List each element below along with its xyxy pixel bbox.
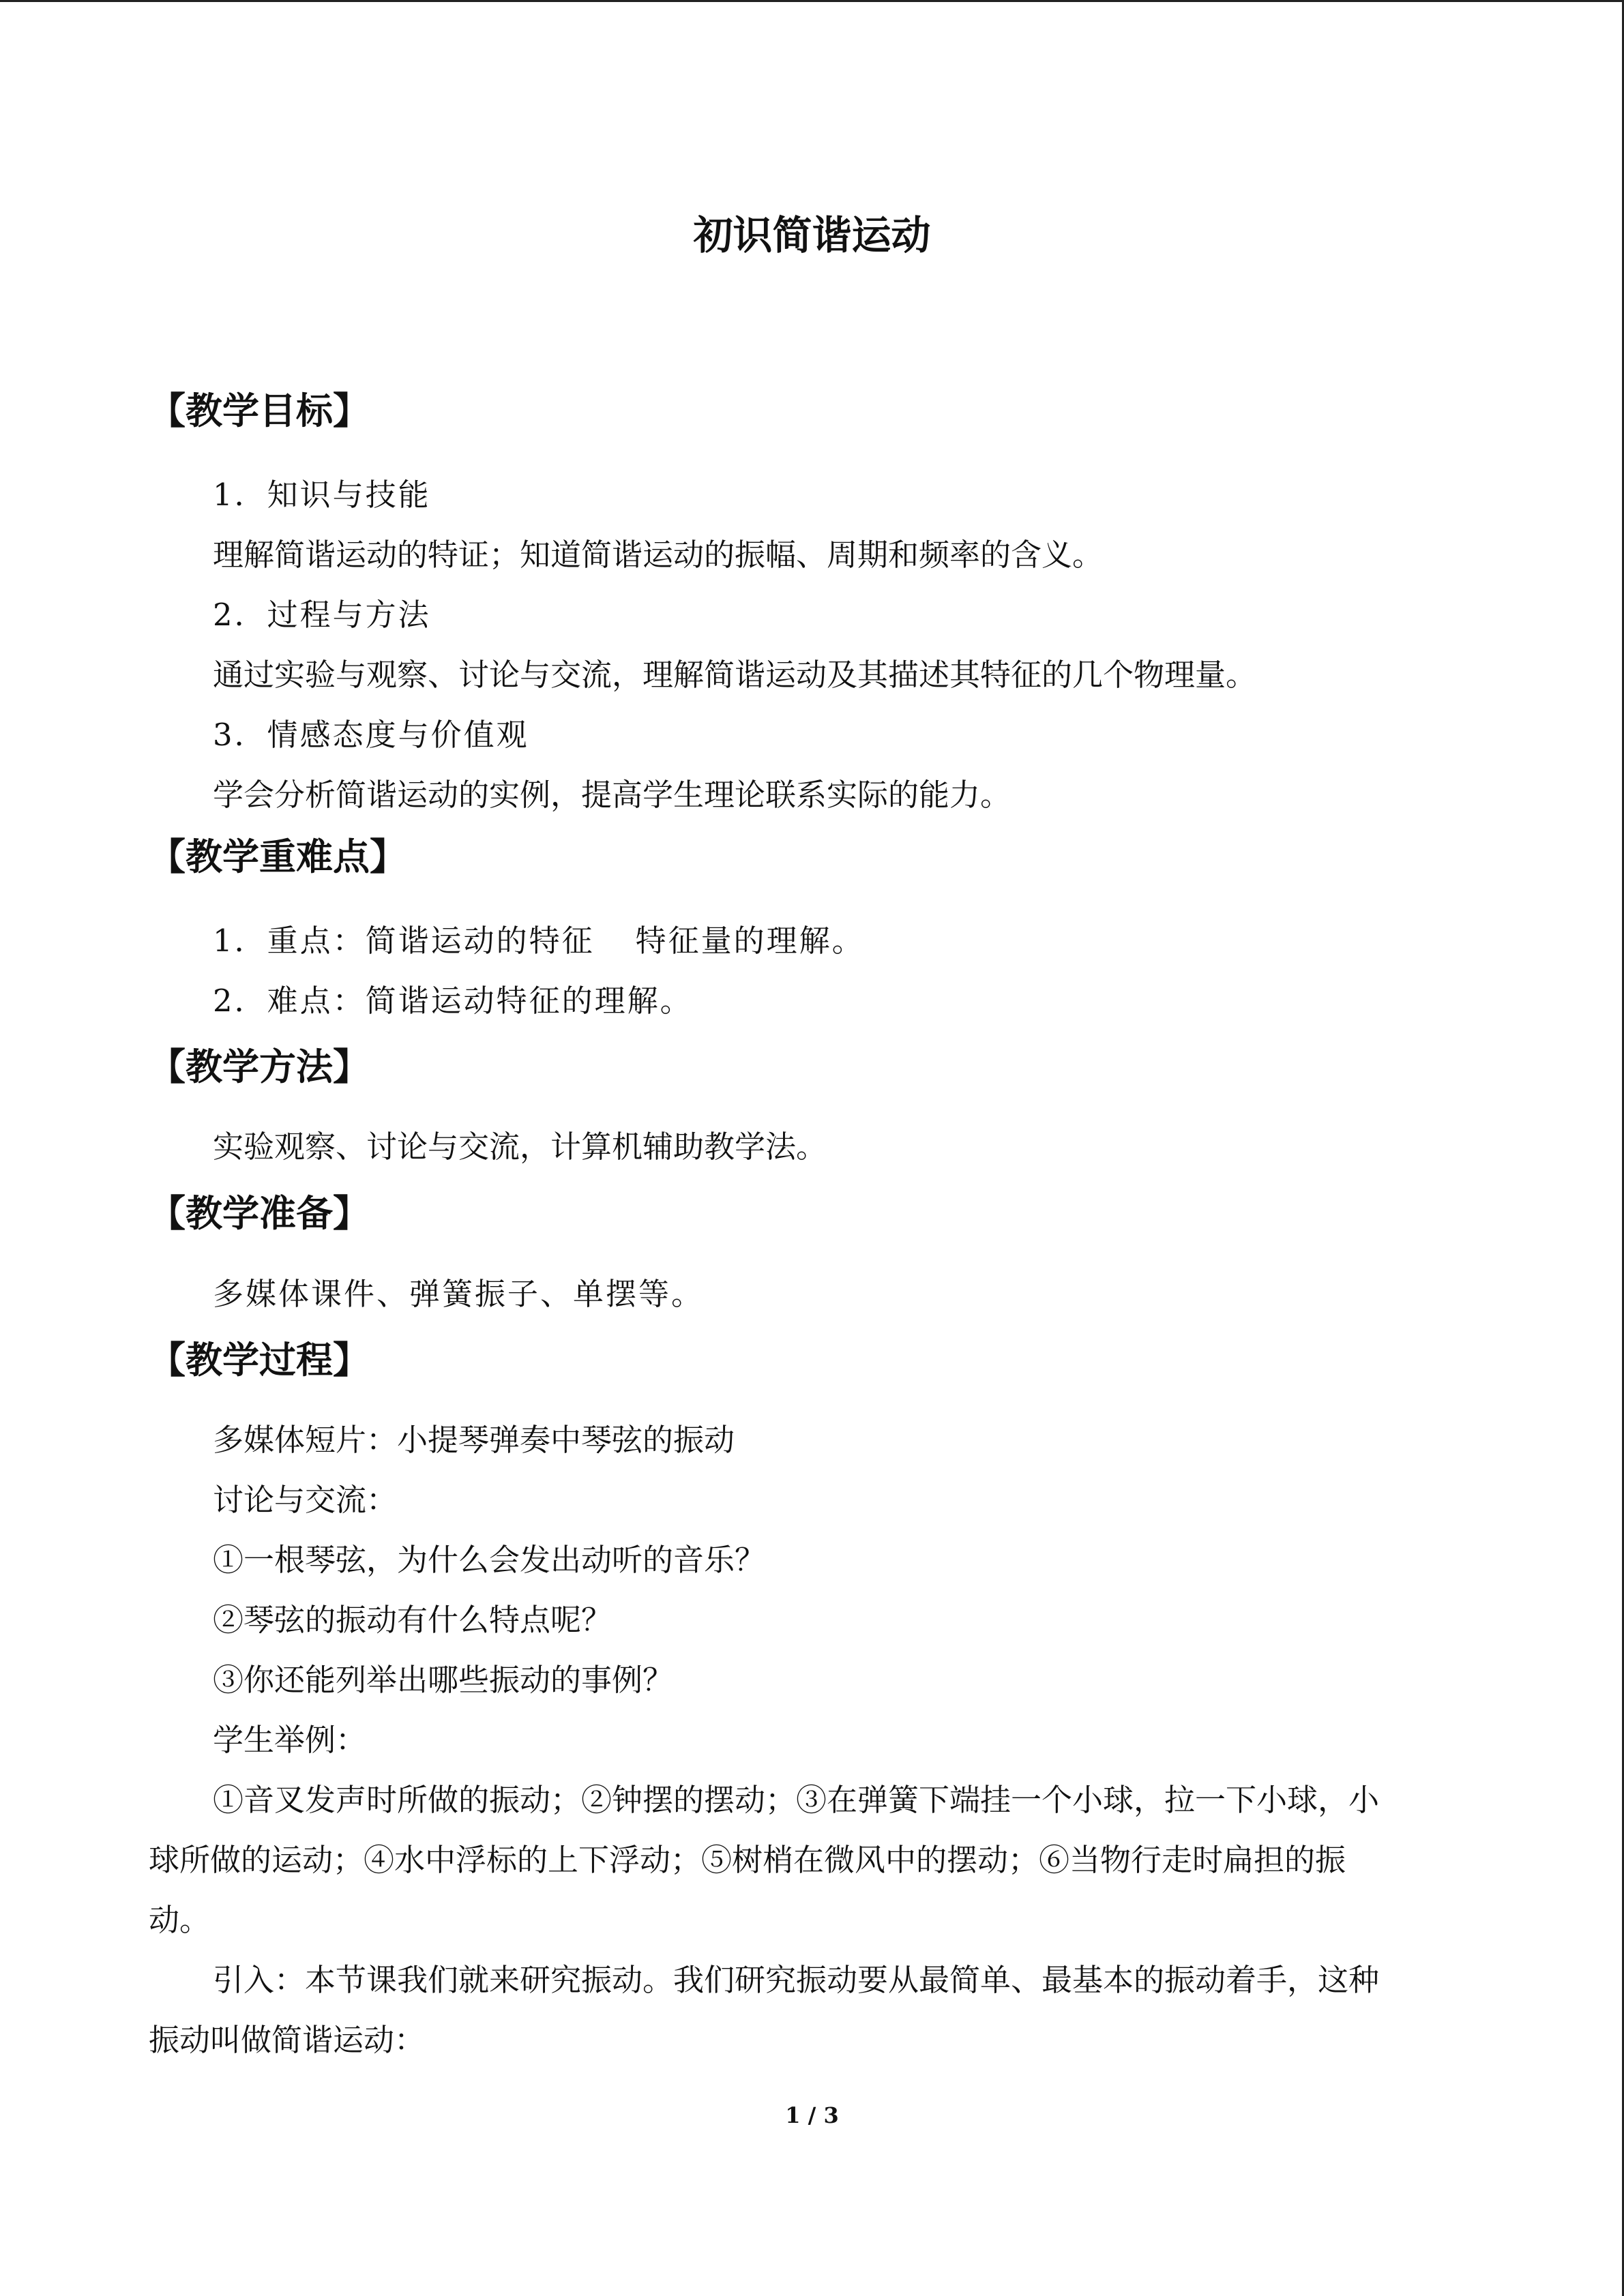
discussion-label: 讨论与交流： [213, 1482, 398, 1518]
page-number: 1 / 3 [785, 2102, 839, 2128]
objective-3-text: 学会分析简谐运动的实例，提高学生理论联系实际的能力。 [213, 777, 1012, 813]
question-2: ②琴弦的振动有什么特点呢？ [213, 1602, 612, 1638]
key-point-1 [213, 921, 865, 961]
process-intro: 多媒体短片：小提琴弹奏中琴弦的振动 [213, 1422, 735, 1458]
objective-1-title: 1．知识与技能 [213, 477, 431, 513]
examples-line-3: 动。 [149, 1902, 211, 1938]
section-heading-objectives: 【教学目标】 [149, 389, 370, 432]
page-border-top [0, 0, 1624, 2]
preparation-text: 多媒体课件、弹簧振子、单摆等。 [213, 1276, 705, 1312]
objective-2-text: 通过实验与观察、讨论与交流，理解简谐运动及其描述其特征的几个物理量。 [213, 657, 1257, 693]
lead-in-line-2: 振动叫做简谐运动： [149, 2022, 426, 2058]
question-1: ①一根琴弦，为什么会发出动听的音乐？ [213, 1542, 766, 1578]
objective-3-title: 3．情感态度与价值观 [213, 717, 529, 753]
objective-2-title: 2．过程与方法 [213, 597, 431, 633]
key-point-1-extra: 特征量的理解。 [635, 923, 865, 959]
section-heading-methods: 【教学方法】 [149, 1045, 370, 1088]
section-heading-key-points: 【教学重难点】 [149, 835, 407, 878]
document-title: 初识简谐运动 [693, 212, 931, 258]
section-heading-preparation: 【教学准备】 [149, 1192, 370, 1235]
key-point-2: 2．难点：简谐运动特征的理解。 [213, 983, 693, 1019]
lead-in-line-1: 引入：本节课我们就来研究振动。我们研究振动要从最简单、最基本的振动着手，这种 [213, 1962, 1380, 1998]
objective-1-text: 理解简谐运动的特证；知道简谐运动的振幅、周期和频率的含义。 [213, 537, 1104, 573]
question-3: ③你还能列举出哪些振动的事例？ [213, 1662, 674, 1698]
examples-line-2: 球所做的运动；④水中浮标的上下浮动；⑤树梢在微风中的摆动；⑥当物行走时扁担的振 [149, 1842, 1346, 1878]
examples-line-1: ①音叉发声时所做的振动；②钟摆的摆动；③在弹簧下端挂一个小球，拉一下小球，小 [213, 1782, 1380, 1818]
methods-text: 实验观察、讨论与交流，计算机辅助教学法。 [213, 1129, 827, 1165]
key-point-1-main: 1．重点：简谐运动的特征 [213, 923, 595, 959]
section-heading-process: 【教学过程】 [149, 1339, 370, 1382]
examples-label: 学生举例： [213, 1722, 367, 1758]
